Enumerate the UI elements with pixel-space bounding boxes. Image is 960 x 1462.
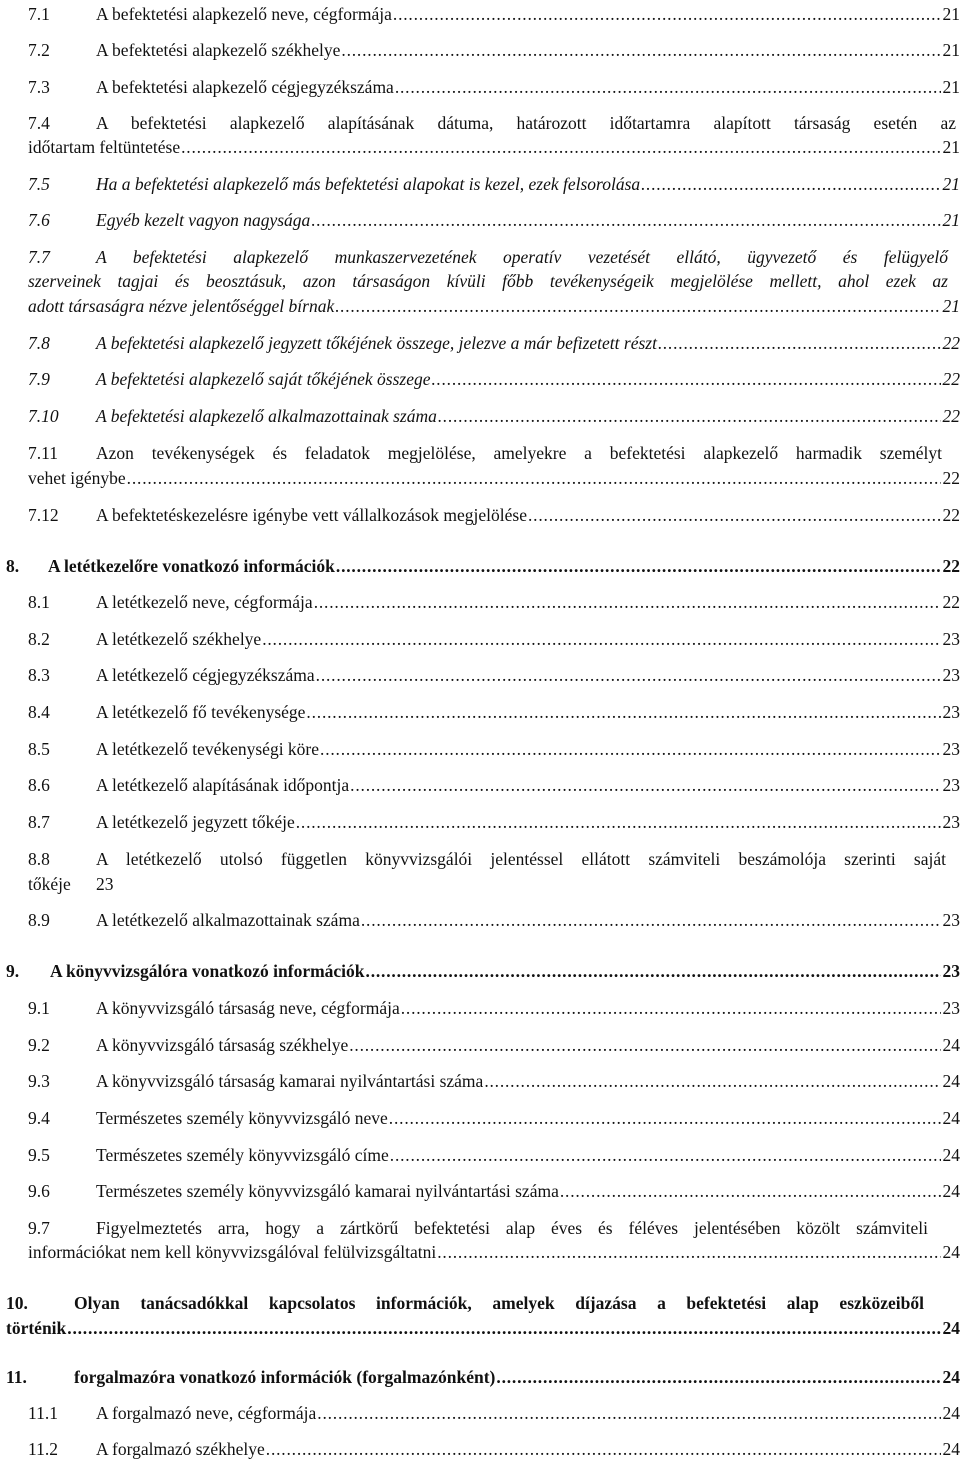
entry-number: 7.5 [28,174,50,194]
section-number: 9. [6,961,20,981]
toc-entry-9-4[interactable] [28,1106,960,1130]
dot-leader [560,1179,941,1203]
toc-entry-9-2[interactable] [28,1033,960,1057]
entry-title-continued: tőkéje [28,874,71,894]
entry-title-continued: vehet igénybe [28,468,126,488]
entry-title: Egyéb kezelt vagyon nagysága [96,210,311,230]
page-number: 22 [942,406,960,426]
toc-section-9[interactable] [6,959,960,983]
entry-number: 8.4 [28,702,50,722]
toc-section-8[interactable] [6,554,960,578]
entry-number: 8.2 [28,629,50,649]
entry-title: A befektetési alapkezelő cégjegyzékszáma [96,77,394,97]
entry-title: A befektetési alapkezelő saját tőkéjének összege [96,369,431,389]
dot-leader [320,737,940,761]
entry-title: A letétkezelő alapításának időpontja [96,775,350,795]
dot-leader [395,75,941,99]
page-number: 22 [942,505,960,525]
toc-entry-9-6[interactable] [28,1179,960,1203]
page-number: 21 [942,296,960,316]
toc-entry-8-9[interactable] [28,908,960,932]
page-number: 22 [942,556,960,576]
entry-number: 8.1 [28,592,50,612]
page-number: 24 [942,1181,960,1201]
page-number: 21 [942,77,960,97]
toc-entry-7-7-line2[interactable] [28,269,948,293]
page-number: 23 [942,812,960,832]
toc-entry-8-6[interactable] [28,773,960,797]
entry-title: A könyvvizsgáló társaság neve, cégformája [96,998,400,1018]
toc-entry-8-3[interactable] [28,663,960,687]
page-number: 24 [942,1071,960,1091]
entry-title-continued: információkat nem kell könyvvizsgálóval felülvizsgáltatni [28,1242,437,1262]
page-number: 24 [942,1439,960,1459]
entry-number: 9.7 [28,1218,50,1238]
entry-number: 7.8 [28,333,50,353]
toc-entry-9-5[interactable] [28,1143,960,1167]
entry-number: 8.8 [28,849,50,869]
dot-leader [127,466,941,490]
page-number: 23 [942,739,960,759]
entry-title: A letétkezelő jegyzett tőkéje [96,812,295,832]
page-number: 21 [942,40,960,60]
page-number: 23 [942,775,960,795]
dot-leader [306,700,940,724]
dot-leader [181,135,940,159]
entry-number: 8.7 [28,812,50,832]
toc-entry-7-1[interactable] [28,2,960,26]
page-number: 24 [942,1318,960,1338]
entry-title-continued: adott társaságra nézve jelentőséggel bírnak [28,296,335,316]
toc-entry-8-2[interactable] [28,627,960,651]
entry-title: Azon tevékenységek és feladatok megjelölése, amelyekre a befektetési alapkezelő harmadik személyt [96,443,942,463]
toc-entry-11-1[interactable] [28,1401,960,1425]
entry-title: A befektetési alapkezelő alapításának dátuma, határozott időtartamra alapított társaság esetén az [96,113,956,133]
toc-entry-7-6[interactable] [28,208,960,232]
entry-title: Természetes személy könyvvizsgáló neve [96,1108,388,1128]
entry-title: Természetes személy könyvvizsgáló címe [96,1145,389,1165]
toc-entry-7-8[interactable] [28,331,960,355]
entry-number: 9.5 [28,1145,50,1165]
dot-leader [361,908,941,932]
page-number: 21 [942,137,960,157]
toc-entry-8-5[interactable] [28,737,960,761]
entry-number: 9.6 [28,1181,50,1201]
dot-leader [366,959,941,983]
page-number: 24 [942,1108,960,1128]
entry-number: 9.1 [28,998,50,1018]
toc-entry-9-3[interactable] [28,1069,960,1093]
page-number: 22 [942,468,960,488]
dot-leader [484,1069,940,1093]
entry-title: A befektetési alapkezelő székhelye [96,40,341,60]
entry-title-continued: szerveinek tagjai és beosztásuk, azon társaságon kívüli főbb tevékenységeik megjelölése mellett, ahol ezek az [28,271,948,291]
page-number: 24 [942,1403,960,1423]
dot-leader [658,331,941,355]
entry-title: Figyelmeztetés arra, hogy a zártkörű befektetési alap éves és féléves jelentésében közölt számviteli [96,1218,928,1238]
entry-number: 7.1 [28,4,50,24]
entry-number: 8.6 [28,775,50,795]
dot-leader [266,1437,941,1461]
toc-entry-9-7[interactable] [28,1216,928,1240]
entry-number: 7.10 [28,406,59,426]
dot-leader [438,404,941,428]
section-title-continued: történik [6,1318,67,1338]
page-number: 21 [942,4,960,24]
toc-entry-8-1[interactable] [28,590,960,614]
dot-leader [317,1401,940,1425]
dot-leader [316,663,941,687]
dot-leader [432,367,941,391]
entry-number: 7.12 [28,505,59,525]
page-number: 22 [942,369,960,389]
toc-entry-7-2[interactable] [28,38,960,62]
page-number: 23 [942,910,960,930]
entry-title: A befektetési alapkezelő jegyzett tőkéjének összege, jelezve a már befizetett részt [96,333,657,353]
toc-entry-11-2[interactable] [28,1437,960,1461]
dot-leader [262,627,940,651]
entry-number: 7.6 [28,210,50,230]
page-number: 24 [942,1242,960,1262]
dot-leader [314,590,941,614]
entry-title: A befektetési alapkezelő alkalmazottainak száma [96,406,437,426]
toc-entry-7-9[interactable] [28,367,960,391]
section-number: 11. [6,1367,27,1387]
toc-entry-7-7[interactable] [28,245,948,269]
toc-entry-9-7-cont[interactable] [28,1240,960,1264]
toc-entry-7-11-cont[interactable] [28,466,960,490]
toc-entry-7-12[interactable] [28,503,960,527]
entry-title: A letétkezelő fő tevékenysége [96,702,306,722]
page-number: 22 [942,333,960,353]
toc-entry-8-8-cont[interactable] [28,872,328,896]
entry-title: Természetes személy könyvvizsgáló kamarai nyilvántartási száma [96,1181,559,1201]
entry-title: A letétkezelő cégjegyzékszáma [96,665,315,685]
dot-leader [389,1106,941,1130]
toc-entry-7-11[interactable] [28,441,942,465]
section-title: A könyvvizsgálóra vonatkozó információk [50,961,365,981]
entry-number: 8.5 [28,739,50,759]
page-number: 23 [942,961,960,981]
entry-title: A forgalmazó neve, cégformája [96,1403,317,1423]
page-number: 24 [942,1367,960,1387]
entry-title: A letétkezelő tevékenységi köre [96,739,320,759]
toc-entry-9-1[interactable] [28,996,960,1020]
toc-section-11[interactable] [6,1365,960,1389]
entry-title: Ha a befektetési alapkezelő más befektetési alapokat is kezel, ezek felsorolása [96,174,641,194]
entry-title: A befektetési alapkezelő neve, cégformája [96,4,392,24]
toc-section-10-cont[interactable] [6,1316,960,1340]
entry-title: A letétkezelő székhelye [96,629,262,649]
section-number: 10. [6,1293,28,1313]
toc-entry-7-5[interactable] [28,172,960,196]
toc-entry-7-7-line3[interactable] [28,294,960,318]
page-number: 21 [942,210,960,230]
page-number: 21 [942,174,960,194]
dot-leader [390,1143,941,1167]
entry-number: 7.4 [28,113,50,133]
entry-number: 9.2 [28,1035,50,1055]
section-title: Olyan tanácsadókkal kapcsolatos információk, amelyek díjazása a befektetési alap eszközeiből [74,1293,924,1313]
entry-number: 7.11 [28,443,58,463]
dot-leader [336,554,941,578]
dot-leader [401,996,941,1020]
toc-entry-8-8[interactable] [28,847,946,871]
toc-entry-7-3[interactable] [28,75,960,99]
page-number: 23 [942,702,960,722]
page-number: 24 [942,1035,960,1055]
entry-number: 8.9 [28,910,50,930]
entry-number: 11.1 [28,1403,58,1423]
page-number: 23 [96,874,114,894]
dot-leader [528,503,941,527]
entry-title: A letétkezelő alkalmazottainak száma [96,910,360,930]
section-number: 8. [6,556,20,576]
dot-leader [349,1033,940,1057]
toc-entry-8-7[interactable] [28,810,960,834]
dot-leader [641,172,940,196]
toc-entry-7-4[interactable] [28,111,956,135]
entry-number: 7.3 [28,77,50,97]
toc-entry-7-10[interactable] [28,404,960,428]
toc-entry-8-4[interactable] [28,700,960,724]
entry-title: A letétkezelő neve, cégformája [96,592,313,612]
entry-title: A letétkezelő utolsó független könyvvizsgálói jelentéssel ellátott számviteli beszámolója szerinti saját [96,849,946,869]
entry-number: 8.3 [28,665,50,685]
dot-leader [335,294,940,318]
dot-leader [296,810,941,834]
dot-leader [437,1240,940,1264]
page-number: 23 [942,665,960,685]
page-number: 23 [942,998,960,1018]
entry-number: 11.2 [28,1439,58,1459]
entry-number: 9.3 [28,1071,50,1091]
dot-leader [496,1365,940,1389]
entry-title: A befektetéskezelésre igénybe vett vállalkozások megjelölése [96,505,527,525]
entry-title: A könyvvizsgáló társaság székhelye [96,1035,349,1055]
page-number: 23 [942,629,960,649]
dot-leader [67,1316,940,1340]
entry-title: A befektetési alapkezelő munkaszervezetének operatív vezetését ellátó, ügyvezető és felügyelő [96,247,948,267]
section-title: A letétkezelőre vonatkozó információk [48,556,335,576]
dot-leader [350,773,940,797]
toc-entry-7-4-cont[interactable] [28,135,960,159]
entry-title-continued: időtartam feltüntetése [28,137,181,157]
section-title: forgalmazóra vonatkozó információk (forgalmazónként) [74,1367,496,1387]
dot-leader [311,208,940,232]
entry-number: 7.9 [28,369,50,389]
page-number: 24 [942,1145,960,1165]
page-number: 22 [942,592,960,612]
dot-leader [341,38,940,62]
toc-section-10[interactable] [6,1291,924,1315]
entry-title: A forgalmazó székhelye [96,1439,265,1459]
dot-leader [393,2,941,26]
entry-title: A könyvvizsgáló társaság kamarai nyilvántartási száma [96,1071,484,1091]
entry-number: 7.7 [28,247,50,267]
entry-number: 9.4 [28,1108,50,1128]
entry-number: 7.2 [28,40,50,60]
